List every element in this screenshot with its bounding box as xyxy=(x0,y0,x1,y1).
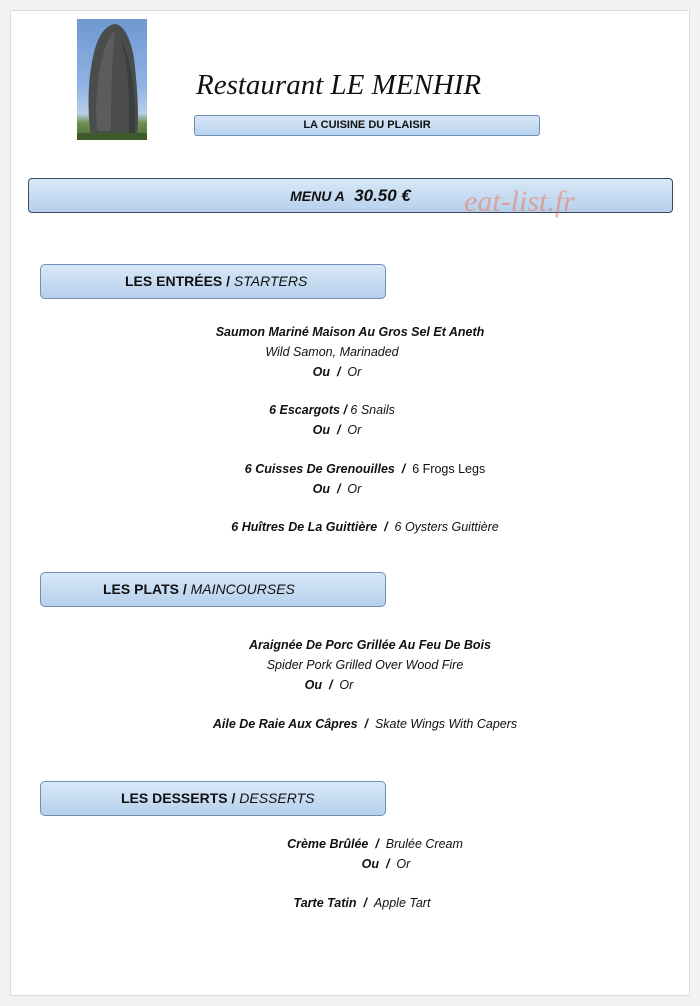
starter-item-1-en: Wild Samon, Marinaded xyxy=(265,345,399,359)
section-title-fr: LES PLATS xyxy=(103,581,179,597)
dessert-item-2: Tarte Tatin / Apple Tart xyxy=(293,896,431,910)
menu-price: 30.50 € xyxy=(354,186,411,205)
restaurant-title: Restaurant LE MENHIR xyxy=(196,69,482,101)
starter-item-3: 6 Cuisses De Grenouilles / 6 Frogs Legs xyxy=(244,462,486,476)
tagline-box: LA CUISINE DU PLAISIR xyxy=(194,115,540,136)
menhir-photo-icon xyxy=(77,19,147,140)
menu-price-box xyxy=(28,178,673,213)
menu-page xyxy=(10,10,690,996)
menu-label: MENU A xyxy=(290,188,345,204)
section-title-en: MAINCOURSES xyxy=(190,581,295,597)
section-slash: / xyxy=(222,273,234,289)
dessert-item-1: Crème Brûlée / Brulée Cream xyxy=(287,837,463,851)
section-slash: / xyxy=(178,581,191,597)
or-separator: Ou / Or xyxy=(304,678,354,692)
section-header-starters xyxy=(40,264,386,299)
or-separator: Ou / Or xyxy=(361,857,411,871)
or-separator: Ou / Or xyxy=(312,482,362,496)
section-header-desserts xyxy=(40,781,386,816)
or-separator: Ou / Or xyxy=(312,423,362,437)
watermark: eat-list.fr xyxy=(464,185,575,218)
starter-item-2: 6 Escargots / 6 Snails xyxy=(269,403,395,417)
menhir-stone-shape xyxy=(77,19,147,140)
or-separator: Ou / Or xyxy=(312,365,362,379)
main-item-2: Aile De Raie Aux Câpres / Skate Wings With Capers xyxy=(212,717,518,731)
starter-item-1-fr: Saumon Mariné Maison Au Gros Sel Et Aneth xyxy=(215,325,485,339)
section-title-en: STARTERS xyxy=(233,273,308,289)
section-title-fr: LES ENTRÉES xyxy=(125,273,223,289)
section-title-en: DESSERTS xyxy=(239,790,315,806)
section-header-mains xyxy=(40,572,386,607)
section-slash: / xyxy=(227,790,240,806)
section-title-fr: LES DESSERTS xyxy=(121,790,228,806)
main-item-1-fr: Araignée De Porc Grillée Au Feu De Bois xyxy=(249,638,491,652)
starter-item-4: 6 Huîtres De La Guittière / 6 Oysters Guittière xyxy=(231,520,499,534)
main-item-1-en: Spider Pork Grilled Over Wood Fire xyxy=(266,658,464,672)
